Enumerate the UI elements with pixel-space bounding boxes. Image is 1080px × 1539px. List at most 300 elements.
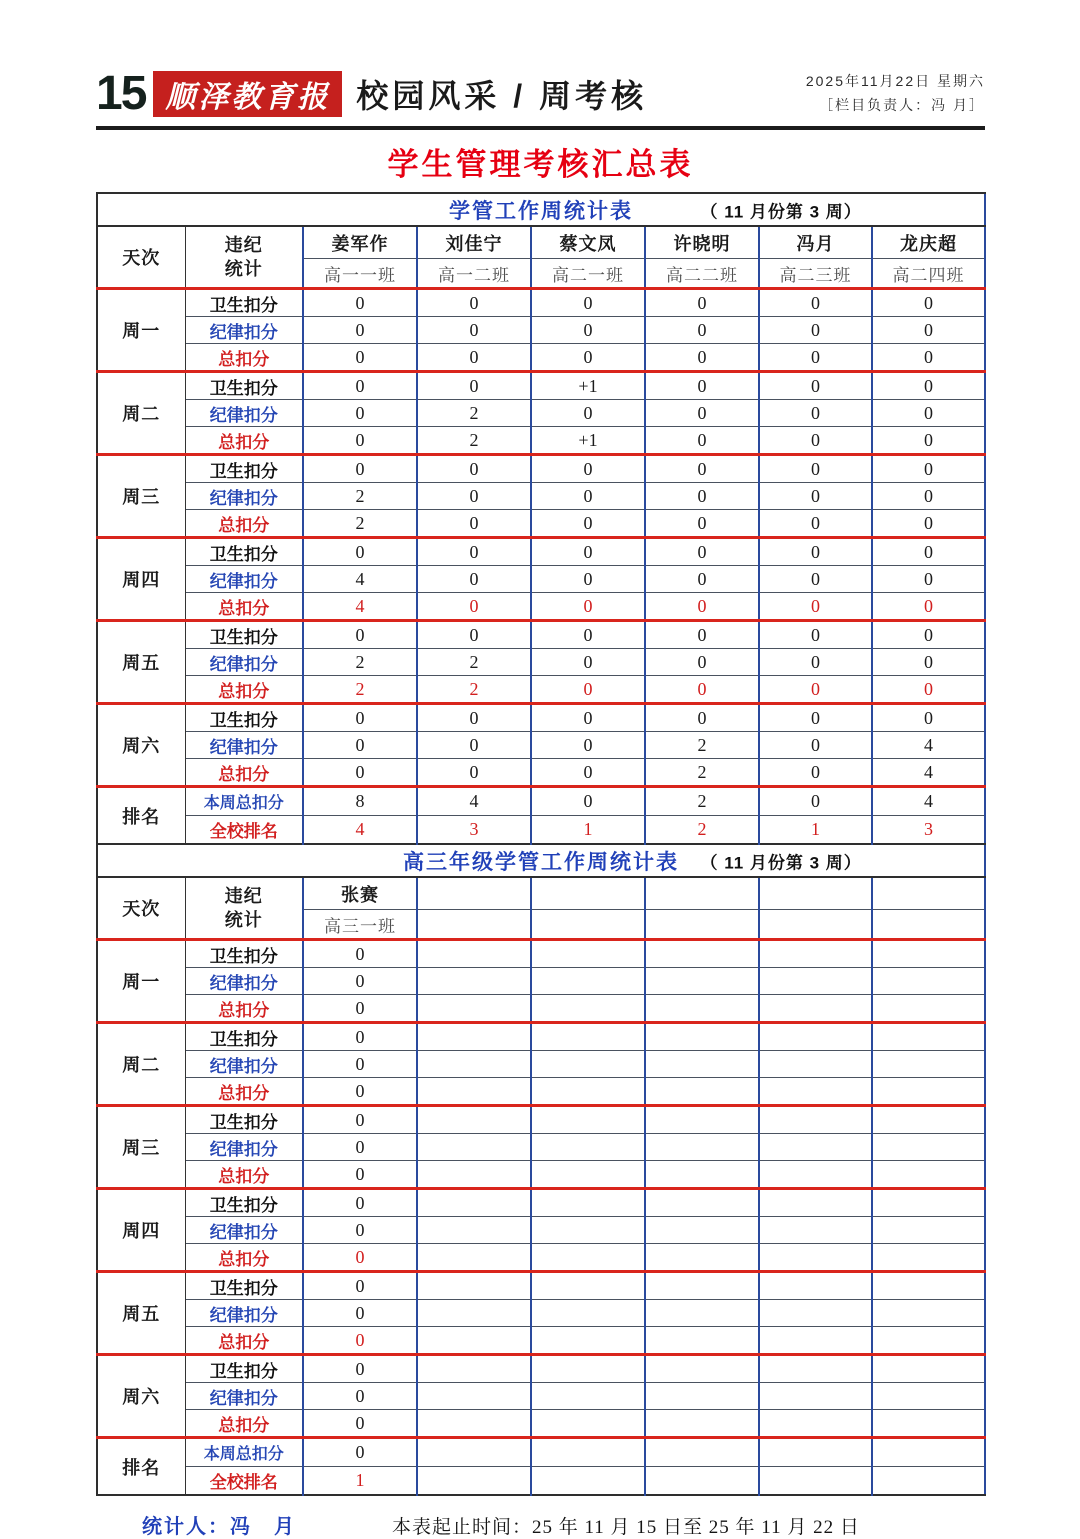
score-cell bbox=[872, 1383, 985, 1410]
score-cell bbox=[645, 1134, 759, 1161]
score-cell bbox=[417, 1051, 531, 1078]
score-cell: 0 bbox=[759, 483, 872, 510]
score-cell: 0 bbox=[303, 1051, 417, 1078]
score-cell: 4 bbox=[872, 732, 985, 759]
score-cell: 0 bbox=[303, 1078, 417, 1106]
score-cell bbox=[872, 1438, 985, 1467]
score-cell: 0 bbox=[531, 676, 645, 704]
row-label: 纪律扣分 bbox=[185, 566, 303, 593]
score-cell bbox=[759, 1106, 872, 1134]
score-cell bbox=[531, 1467, 645, 1496]
score-cell: 0 bbox=[303, 1410, 417, 1438]
score-cell: 0 bbox=[303, 1134, 417, 1161]
score-cell: 0 bbox=[645, 372, 759, 400]
row-label: 总扣分 bbox=[185, 1161, 303, 1189]
class-name: 高二四班 bbox=[872, 259, 985, 289]
score-cell bbox=[417, 1189, 531, 1217]
score-cell bbox=[531, 1355, 645, 1383]
score-cell: 0 bbox=[303, 1327, 417, 1355]
rank-cell: 排名 bbox=[97, 787, 185, 845]
score-cell: 0 bbox=[417, 704, 531, 732]
row-label: 纪律扣分 bbox=[185, 1300, 303, 1327]
score-cell: 2 bbox=[417, 676, 531, 704]
score-cell bbox=[531, 1051, 645, 1078]
score-cell bbox=[872, 940, 985, 968]
score-cell: 0 bbox=[759, 455, 872, 483]
score-cell: 0 bbox=[759, 649, 872, 676]
score-cell bbox=[759, 1383, 872, 1410]
score-cell bbox=[417, 1078, 531, 1106]
score-cell: 0 bbox=[417, 732, 531, 759]
score-cell bbox=[759, 1189, 872, 1217]
score-cell bbox=[417, 1244, 531, 1272]
score-cell bbox=[872, 1244, 985, 1272]
row-label: 总扣分 bbox=[185, 1410, 303, 1438]
score-cell bbox=[872, 1327, 985, 1355]
table-title-cell bbox=[97, 844, 985, 877]
score-cell: 0 bbox=[645, 344, 759, 372]
score-cell bbox=[417, 1272, 531, 1300]
score-cell: 0 bbox=[645, 455, 759, 483]
day-cell: 周一 bbox=[97, 289, 185, 372]
score-cell: 0 bbox=[531, 344, 645, 372]
score-cell bbox=[531, 1327, 645, 1355]
row-label: 纪律扣分 bbox=[185, 1134, 303, 1161]
score-cell: 0 bbox=[417, 510, 531, 538]
score-cell: 0 bbox=[645, 317, 759, 344]
score-cell: 4 bbox=[303, 566, 417, 593]
row-label: 纪律扣分 bbox=[185, 968, 303, 995]
score-cell: 0 bbox=[872, 289, 985, 317]
row-label: 纪律扣分 bbox=[185, 649, 303, 676]
score-cell bbox=[531, 1161, 645, 1189]
score-cell bbox=[531, 940, 645, 968]
score-cell bbox=[531, 1410, 645, 1438]
day-cell: 周五 bbox=[97, 621, 185, 704]
masthead bbox=[96, 67, 985, 120]
row-label: 卫生扣分 bbox=[185, 940, 303, 968]
main-title: 学生管理考核汇总表 bbox=[387, 147, 694, 182]
score-cell: 0 bbox=[759, 289, 872, 317]
score-cell: 0 bbox=[759, 317, 872, 344]
score-cell bbox=[645, 1467, 759, 1496]
score-cell bbox=[417, 1410, 531, 1438]
score-cell: 0 bbox=[303, 1438, 417, 1467]
score-cell bbox=[872, 1161, 985, 1189]
score-cell: 0 bbox=[759, 759, 872, 787]
score-cell: 0 bbox=[303, 1161, 417, 1189]
day-cell: 周一 bbox=[97, 940, 185, 1023]
teacher-name: 刘佳宁 bbox=[417, 226, 531, 259]
score-cell: 0 bbox=[759, 593, 872, 621]
score-cell: 8 bbox=[303, 787, 417, 816]
row-label: 卫生扣分 bbox=[185, 289, 303, 317]
score-cell: 0 bbox=[303, 704, 417, 732]
score-cell: 4 bbox=[417, 787, 531, 816]
score-cell: 0 bbox=[872, 372, 985, 400]
score-cell: 0 bbox=[303, 621, 417, 649]
score-cell: 0 bbox=[303, 1272, 417, 1300]
row-label: 卫生扣分 bbox=[185, 1355, 303, 1383]
score-cell bbox=[417, 1106, 531, 1134]
score-cell bbox=[417, 995, 531, 1023]
score-cell bbox=[759, 1410, 872, 1438]
teacher-name bbox=[872, 877, 985, 910]
score-cell bbox=[645, 1161, 759, 1189]
score-cell: 2 bbox=[645, 787, 759, 816]
stat-label bbox=[185, 226, 303, 289]
score-cell: 0 bbox=[303, 1189, 417, 1217]
row-label: 纪律扣分 bbox=[185, 317, 303, 344]
score-cell: 0 bbox=[303, 455, 417, 483]
score-cell bbox=[759, 1051, 872, 1078]
score-cell: 0 bbox=[531, 538, 645, 566]
score-cell bbox=[759, 1217, 872, 1244]
class-name: 高二二班 bbox=[645, 259, 759, 289]
score-cell: 4 bbox=[303, 593, 417, 621]
score-cell: 0 bbox=[872, 538, 985, 566]
day-cell: 周三 bbox=[97, 455, 185, 538]
score-cell: 0 bbox=[303, 968, 417, 995]
score-cell bbox=[645, 1300, 759, 1327]
score-cell bbox=[645, 1355, 759, 1383]
score-cell bbox=[645, 1106, 759, 1134]
score-cell: 0 bbox=[417, 759, 531, 787]
score-cell: 0 bbox=[645, 649, 759, 676]
teacher-name: 姜军作 bbox=[303, 226, 417, 259]
masthead-left bbox=[96, 67, 648, 120]
score-cell: 0 bbox=[531, 704, 645, 732]
score-cell: 4 bbox=[872, 787, 985, 816]
class-name bbox=[759, 910, 872, 940]
score-cell: 0 bbox=[303, 732, 417, 759]
score-cell: 0 bbox=[645, 704, 759, 732]
score-cell: 2 bbox=[303, 649, 417, 676]
teacher-name: 冯月 bbox=[759, 226, 872, 259]
score-cell: 0 bbox=[531, 317, 645, 344]
score-cell bbox=[645, 940, 759, 968]
score-cell bbox=[645, 1023, 759, 1051]
score-cell: 0 bbox=[872, 400, 985, 427]
score-cell: 0 bbox=[531, 455, 645, 483]
teacher-name: 张赛 bbox=[303, 877, 417, 910]
score-cell: 2 bbox=[417, 400, 531, 427]
score-cell bbox=[417, 940, 531, 968]
score-cell: 0 bbox=[417, 344, 531, 372]
score-cell: 0 bbox=[303, 344, 417, 372]
score-cell bbox=[645, 1410, 759, 1438]
score-cell: 0 bbox=[872, 621, 985, 649]
score-cell: 0 bbox=[872, 427, 985, 455]
row-label: 总扣分 bbox=[185, 1327, 303, 1355]
row-label: 纪律扣分 bbox=[185, 1051, 303, 1078]
score-cell bbox=[417, 968, 531, 995]
score-cell: 0 bbox=[645, 676, 759, 704]
score-cell: 0 bbox=[759, 732, 872, 759]
score-cell: 0 bbox=[303, 317, 417, 344]
score-cell bbox=[531, 1272, 645, 1300]
masthead-right bbox=[806, 70, 985, 118]
rank-cell: 排名 bbox=[97, 1438, 185, 1496]
class-name: 高二一班 bbox=[531, 259, 645, 289]
score-cell: 0 bbox=[872, 649, 985, 676]
score-cell: 0 bbox=[303, 1383, 417, 1410]
score-cell bbox=[417, 1383, 531, 1410]
weekly-assessment-table bbox=[96, 192, 986, 1496]
score-cell: 0 bbox=[645, 566, 759, 593]
score-cell bbox=[759, 968, 872, 995]
score-cell bbox=[872, 1023, 985, 1051]
day-cell: 周二 bbox=[97, 1023, 185, 1106]
row-label: 纪律扣分 bbox=[185, 400, 303, 427]
score-cell bbox=[872, 1355, 985, 1383]
score-cell: 0 bbox=[531, 400, 645, 427]
score-cell: 0 bbox=[417, 483, 531, 510]
masthead-title: 顺泽教育报 bbox=[165, 81, 331, 114]
score-cell: 3 bbox=[417, 816, 531, 845]
score-cell: 2 bbox=[645, 816, 759, 845]
row-label: 全校排名 bbox=[185, 1467, 303, 1496]
score-cell: 0 bbox=[531, 483, 645, 510]
teacher-name bbox=[645, 877, 759, 910]
score-cell bbox=[531, 1106, 645, 1134]
score-cell bbox=[759, 1438, 872, 1467]
class-name: 高三一班 bbox=[303, 910, 417, 940]
score-cell: 2 bbox=[417, 427, 531, 455]
table-footer bbox=[96, 1510, 985, 1539]
score-cell: 0 bbox=[872, 344, 985, 372]
section-title: 校园风采 / 周考核 bbox=[356, 78, 648, 114]
score-cell bbox=[531, 1217, 645, 1244]
score-cell: 0 bbox=[303, 1023, 417, 1051]
score-cell bbox=[417, 1355, 531, 1383]
day-cell: 周四 bbox=[97, 538, 185, 621]
class-name bbox=[645, 910, 759, 940]
score-cell: 0 bbox=[531, 787, 645, 816]
score-cell bbox=[872, 1467, 985, 1496]
score-cell bbox=[417, 1023, 531, 1051]
score-cell bbox=[759, 1161, 872, 1189]
table-title: 高三年级学管工作周统计表 bbox=[403, 850, 679, 874]
row-label: 总扣分 bbox=[185, 593, 303, 621]
score-cell: 0 bbox=[759, 400, 872, 427]
score-cell: 0 bbox=[872, 593, 985, 621]
score-cell: 2 bbox=[303, 483, 417, 510]
score-cell: 0 bbox=[303, 400, 417, 427]
row-label: 纪律扣分 bbox=[185, 1217, 303, 1244]
row-label: 总扣分 bbox=[185, 759, 303, 787]
score-cell: 0 bbox=[303, 1300, 417, 1327]
score-cell: 0 bbox=[531, 621, 645, 649]
class-name: 高一二班 bbox=[417, 259, 531, 289]
score-cell bbox=[872, 1410, 985, 1438]
table-body bbox=[97, 193, 985, 1495]
score-cell: 1 bbox=[759, 816, 872, 845]
score-cell: 0 bbox=[531, 566, 645, 593]
day-cell: 周五 bbox=[97, 1272, 185, 1355]
score-cell: 0 bbox=[303, 995, 417, 1023]
row-label: 卫生扣分 bbox=[185, 621, 303, 649]
score-cell: 0 bbox=[417, 538, 531, 566]
score-cell bbox=[645, 1217, 759, 1244]
score-cell: 0 bbox=[303, 940, 417, 968]
score-cell bbox=[417, 1327, 531, 1355]
score-cell bbox=[759, 995, 872, 1023]
score-cell: 2 bbox=[645, 732, 759, 759]
teacher-name bbox=[759, 877, 872, 910]
score-cell: +1 bbox=[531, 427, 645, 455]
score-cell bbox=[645, 968, 759, 995]
score-cell: 0 bbox=[417, 593, 531, 621]
score-cell bbox=[645, 1383, 759, 1410]
score-cell bbox=[759, 1300, 872, 1327]
score-cell bbox=[645, 1189, 759, 1217]
table-title-note: （ 11 月份第 3 周） bbox=[700, 853, 862, 872]
score-cell: 0 bbox=[645, 510, 759, 538]
score-cell bbox=[417, 1217, 531, 1244]
page-number: 15 bbox=[96, 67, 146, 120]
score-cell: 0 bbox=[303, 1217, 417, 1244]
row-label: 本周总扣分 bbox=[185, 787, 303, 816]
score-cell: 4 bbox=[872, 759, 985, 787]
table-title-cell bbox=[97, 193, 985, 226]
score-cell bbox=[759, 1023, 872, 1051]
teacher-name: 蔡文凤 bbox=[531, 226, 645, 259]
score-cell: 0 bbox=[872, 455, 985, 483]
score-cell bbox=[872, 995, 985, 1023]
day-cell: 周三 bbox=[97, 1106, 185, 1189]
row-label: 卫生扣分 bbox=[185, 1106, 303, 1134]
header-divider bbox=[96, 126, 985, 130]
score-cell: 2 bbox=[303, 510, 417, 538]
score-cell: 0 bbox=[531, 289, 645, 317]
score-cell bbox=[872, 1106, 985, 1134]
score-cell: 0 bbox=[645, 593, 759, 621]
score-cell: 0 bbox=[645, 400, 759, 427]
row-label: 总扣分 bbox=[185, 676, 303, 704]
score-cell: 0 bbox=[303, 1244, 417, 1272]
corner-label: 天次 bbox=[97, 226, 185, 289]
score-cell: 0 bbox=[759, 427, 872, 455]
score-cell bbox=[872, 1217, 985, 1244]
score-cell: 0 bbox=[872, 317, 985, 344]
score-cell: 0 bbox=[872, 483, 985, 510]
score-cell bbox=[645, 1327, 759, 1355]
stat-label-line2: 统计 bbox=[224, 910, 263, 930]
day-cell: 周六 bbox=[97, 1355, 185, 1438]
score-cell bbox=[872, 1051, 985, 1078]
score-cell: 0 bbox=[645, 427, 759, 455]
row-label: 卫生扣分 bbox=[185, 1189, 303, 1217]
score-cell bbox=[759, 1134, 872, 1161]
score-cell: 0 bbox=[759, 344, 872, 372]
score-cell bbox=[531, 1438, 645, 1467]
score-cell: 0 bbox=[303, 1106, 417, 1134]
score-cell: 0 bbox=[417, 566, 531, 593]
teacher-name bbox=[531, 877, 645, 910]
score-cell bbox=[531, 1078, 645, 1106]
corner-label: 天次 bbox=[97, 877, 185, 940]
score-cell: 0 bbox=[531, 593, 645, 621]
stat-label-line2: 统计 bbox=[224, 259, 263, 279]
score-cell: 0 bbox=[872, 676, 985, 704]
score-cell bbox=[872, 968, 985, 995]
score-cell bbox=[417, 1300, 531, 1327]
score-cell bbox=[645, 1051, 759, 1078]
score-cell: 3 bbox=[872, 816, 985, 845]
score-cell bbox=[417, 1134, 531, 1161]
row-label: 卫生扣分 bbox=[185, 372, 303, 400]
score-cell: 0 bbox=[759, 676, 872, 704]
score-cell bbox=[645, 1272, 759, 1300]
score-cell: 0 bbox=[417, 289, 531, 317]
score-cell: 1 bbox=[303, 1467, 417, 1496]
row-label: 卫生扣分 bbox=[185, 455, 303, 483]
score-cell bbox=[872, 1134, 985, 1161]
class-name: 高二三班 bbox=[759, 259, 872, 289]
score-cell bbox=[759, 1272, 872, 1300]
row-label: 总扣分 bbox=[185, 995, 303, 1023]
day-cell: 周四 bbox=[97, 1189, 185, 1272]
score-cell bbox=[531, 995, 645, 1023]
class-name bbox=[872, 910, 985, 940]
score-cell: 0 bbox=[645, 538, 759, 566]
score-cell: +1 bbox=[531, 372, 645, 400]
masthead-brand-box bbox=[153, 71, 342, 117]
row-label: 总扣分 bbox=[185, 427, 303, 455]
score-cell bbox=[759, 1078, 872, 1106]
class-name bbox=[417, 910, 531, 940]
score-cell bbox=[531, 968, 645, 995]
score-cell bbox=[872, 1272, 985, 1300]
score-cell: 0 bbox=[645, 621, 759, 649]
row-label: 总扣分 bbox=[185, 344, 303, 372]
score-cell: 2 bbox=[645, 759, 759, 787]
row-label: 卫生扣分 bbox=[185, 1272, 303, 1300]
score-cell bbox=[645, 1438, 759, 1467]
score-cell: 0 bbox=[759, 372, 872, 400]
score-cell: 4 bbox=[303, 816, 417, 845]
score-cell bbox=[872, 1189, 985, 1217]
score-cell: 0 bbox=[759, 704, 872, 732]
score-cell bbox=[417, 1161, 531, 1189]
stat-label-line1: 违纪 bbox=[224, 234, 263, 255]
score-cell bbox=[531, 1134, 645, 1161]
date-line: 2025年11月22日 星期六 bbox=[805, 73, 985, 90]
score-cell: 0 bbox=[872, 704, 985, 732]
score-cell: 0 bbox=[417, 372, 531, 400]
class-name bbox=[531, 910, 645, 940]
stat-label-line1: 违纪 bbox=[224, 885, 263, 906]
row-label: 卫生扣分 bbox=[185, 1023, 303, 1051]
row-label: 纪律扣分 bbox=[185, 483, 303, 510]
score-cell bbox=[759, 1467, 872, 1496]
score-cell bbox=[645, 995, 759, 1023]
score-cell bbox=[417, 1467, 531, 1496]
score-cell: 0 bbox=[303, 372, 417, 400]
score-cell: 0 bbox=[645, 289, 759, 317]
score-cell: 0 bbox=[531, 732, 645, 759]
class-name: 高一一班 bbox=[303, 259, 417, 289]
score-cell: 0 bbox=[417, 317, 531, 344]
day-cell: 周六 bbox=[97, 704, 185, 787]
score-cell: 0 bbox=[303, 1355, 417, 1383]
score-cell bbox=[531, 1023, 645, 1051]
footer-statistician: 统计人：冯 月 bbox=[142, 1516, 296, 1538]
score-cell: 0 bbox=[531, 510, 645, 538]
score-cell: 0 bbox=[303, 289, 417, 317]
row-label: 卫生扣分 bbox=[185, 704, 303, 732]
